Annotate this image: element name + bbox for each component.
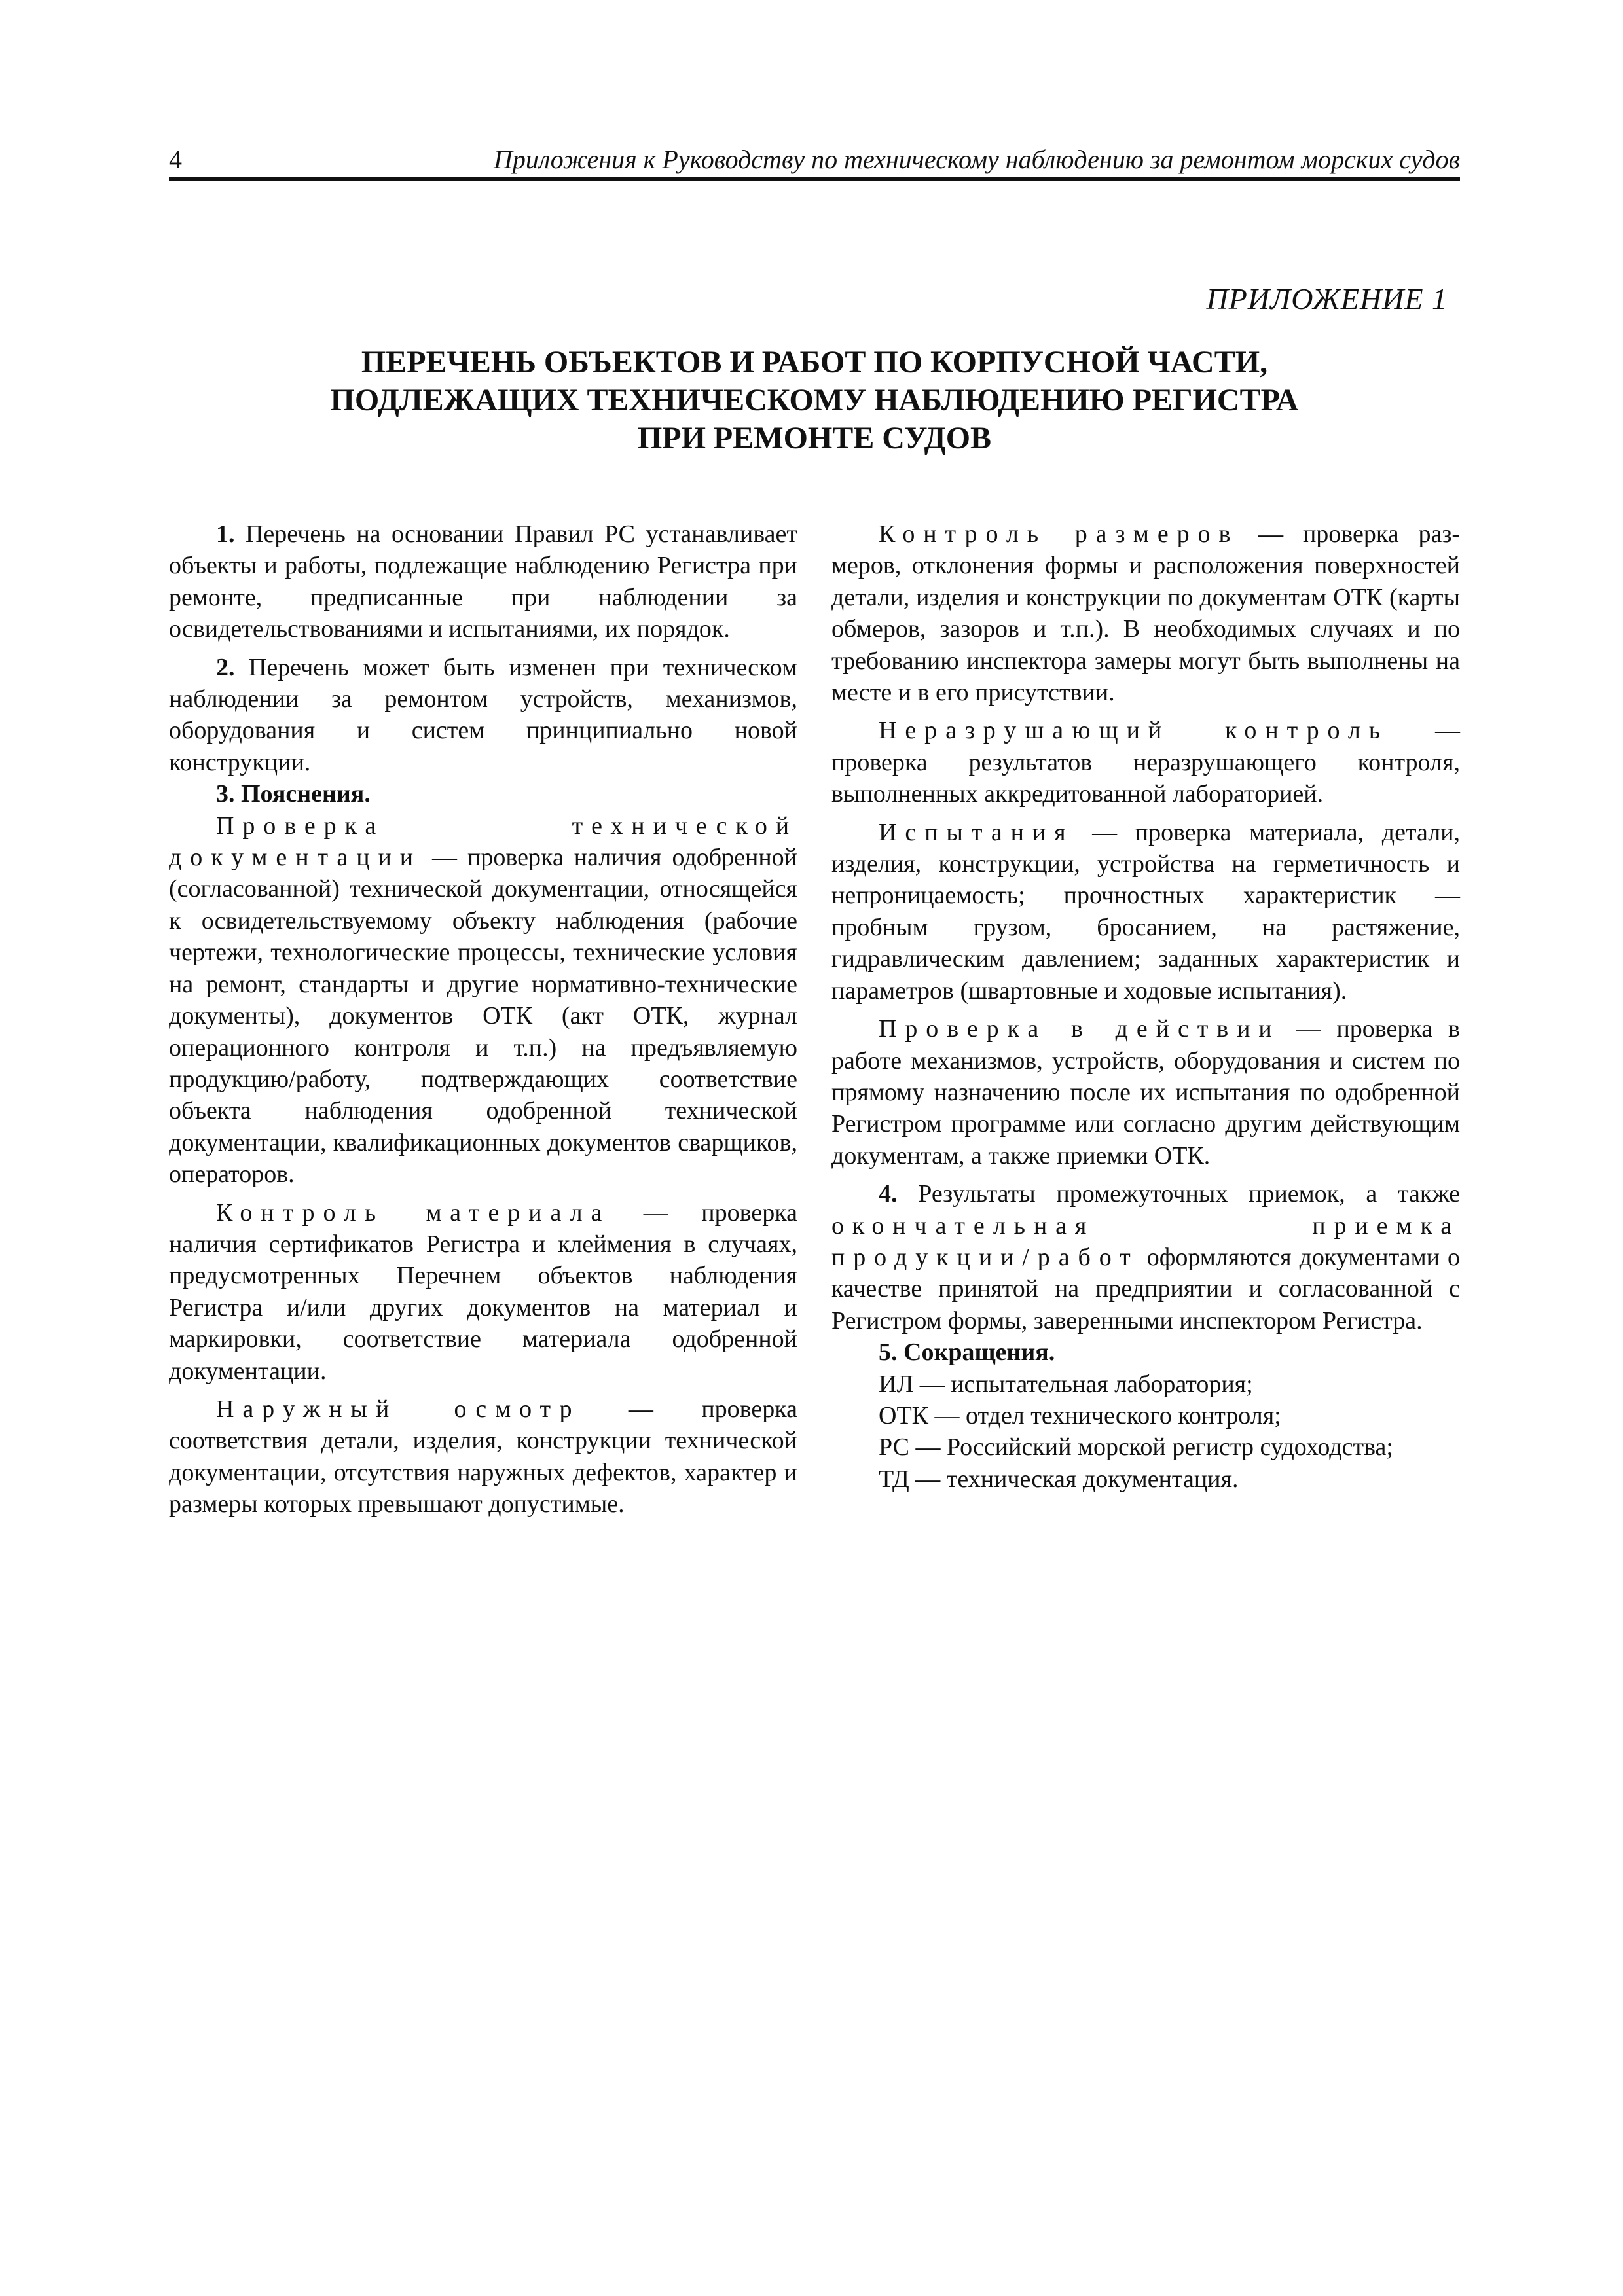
abbreviation-item: РС — Российский морской регистр судоходства; [879,1433,1393,1462]
paragraph-2 [169,652,797,779]
term: Контроль материала [216,1198,611,1227]
definition-text: — проверка раз-меров, отклонения формы и расположения поверхностей детали, изделия и конструкции по документам ОТК (карты обмеров, зазоров и т.п.). В необходимых случаях и по требованию инспектора замеры могут быть выполнены на месте и в его присутствии. [831,520,1460,707]
title-line-1: ПЕРЕЧЕНЬ ОБЪЕКТОВ И РАБОТ ПО КОРПУСНОЙ ЧАСТИ, [361,345,1268,380]
paragraph-text: Перечень может быть изменен при техническом наблюдении за ремонтом устройств, механизмов, оборудования и систем принципиально новой конструкции. [169,653,797,776]
definition-dimension-control [831,518,1460,708]
term: Проверка технической документации [169,812,797,872]
running-header-title: Приложения к Руководству по техническому наблюдению за ремонтом морских судов [493,145,1460,174]
paragraph-text: оформляются документами о качестве принятой на предприятии и согласованной с Регистром формы, заверенными инспектором Регистра. [831,1243,1460,1335]
abbreviation-item: ИЛ — испытательная лаборатория; [879,1370,1253,1398]
definition-operation-check [831,1013,1460,1172]
document-title [169,344,1460,457]
definition-text: — проверка результатов неразрушающего контроля, выполненных аккредитованной лабораторией. [831,717,1461,808]
term: Испытания [879,818,1074,846]
paragraph-number: 2. [216,653,235,681]
page-number: 4 [169,145,182,174]
paragraph-4 [831,1178,1460,1336]
paragraph-number: 4. [879,1180,898,1208]
definition-material-control [169,1197,797,1387]
left-column [169,518,797,1520]
term: Наружный осмотр [216,1395,581,1423]
definition-text: — проверка наличия сертификатов Регистра и клеймения в случаях, предусмотренных Перечнем объектов наблюдения Регистра и/или других документов на материал и маркировки, соответствие материала одобренной документации. [169,1198,797,1385]
right-column [831,518,1460,1495]
definition-external-inspection [169,1393,797,1520]
paragraph-text: Перечень на основании Правил РС устанавливает объекты и работы, подлежащие наблюдению Регистра при ремонте, предписанные при наблюдении за освидетельствованиями и испытаниями, их порядок. [169,520,797,643]
term: Проверка в действии [879,1015,1281,1043]
section-heading-abbreviations: 5. Сокращения. [879,1338,1055,1367]
term: Контроль размеров [879,520,1239,548]
section-heading-explanations: 3. Пояснения. [216,780,371,808]
definition-text: — проверка наличия одобренной (согласованной) технической документации, относящейся к освидетельствуемому объекту наблюдения (рабочие чертежи, технологические процессы, технические условия на ремонт, стандарты и другие нормативно-технические документы), документов ОТК (акт ОТК, журнал операционного контроля и т.п.) на предъявляемую продукцию/работу, подтверждающих соответствие объекта наблюдения одобренной технической документации, квалификационных документов сварщиков, операторов. [169,844,797,1189]
abbreviation-item: ТД — техническая документация. [879,1465,1239,1493]
definition-technical-documentation [169,810,797,1191]
term: окончательная приемка продукции/работ [831,1211,1460,1271]
header-rule [169,177,1460,181]
appendix-label: ПРИЛОЖЕНИЕ 1 [1206,282,1448,315]
definition-text: — проверка соответствия детали, изделия, конструкции технической документации, отсутствия наружных дефектов, характер и размеры которых превышают допустимые. [169,1395,797,1518]
abbreviation-item: ОТК — отдел технического контроля; [879,1401,1281,1429]
paragraph-1 [169,518,797,645]
definition-text: — проверка в работе механизмов, устройств, оборудования и систем по прямому назначению после их испытания по одобренной Регистром программе или согласно другим действующим документам, а также приемки ОТК. [831,1015,1461,1170]
definition-text: — проверка материала, детали, изделия, конструкции, устройства на герметичность и непроницаемость; прочностных характеристик — пробным грузом, бросанием, на растяжение, гидравлическим давлением; заданных характеристик и параметров (швартовные и ходовые испытания). [831,818,1460,1005]
definition-tests [831,817,1460,1007]
paragraph-text: Результаты промежуточных приемок, а также [897,1180,1460,1208]
definition-ndt [831,715,1460,810]
title-line-2: ПОДЛЕЖАЩИХ ТЕХНИЧЕСКОМУ НАБЛЮДЕНИЮ РЕГИСТРА [330,383,1299,418]
title-line-3: ПРИ РЕМОНТЕ СУДОВ [637,421,992,456]
paragraph-number: 1. [216,520,235,548]
page-header [169,139,1460,181]
term: Неразрушающий контроль [879,717,1389,745]
